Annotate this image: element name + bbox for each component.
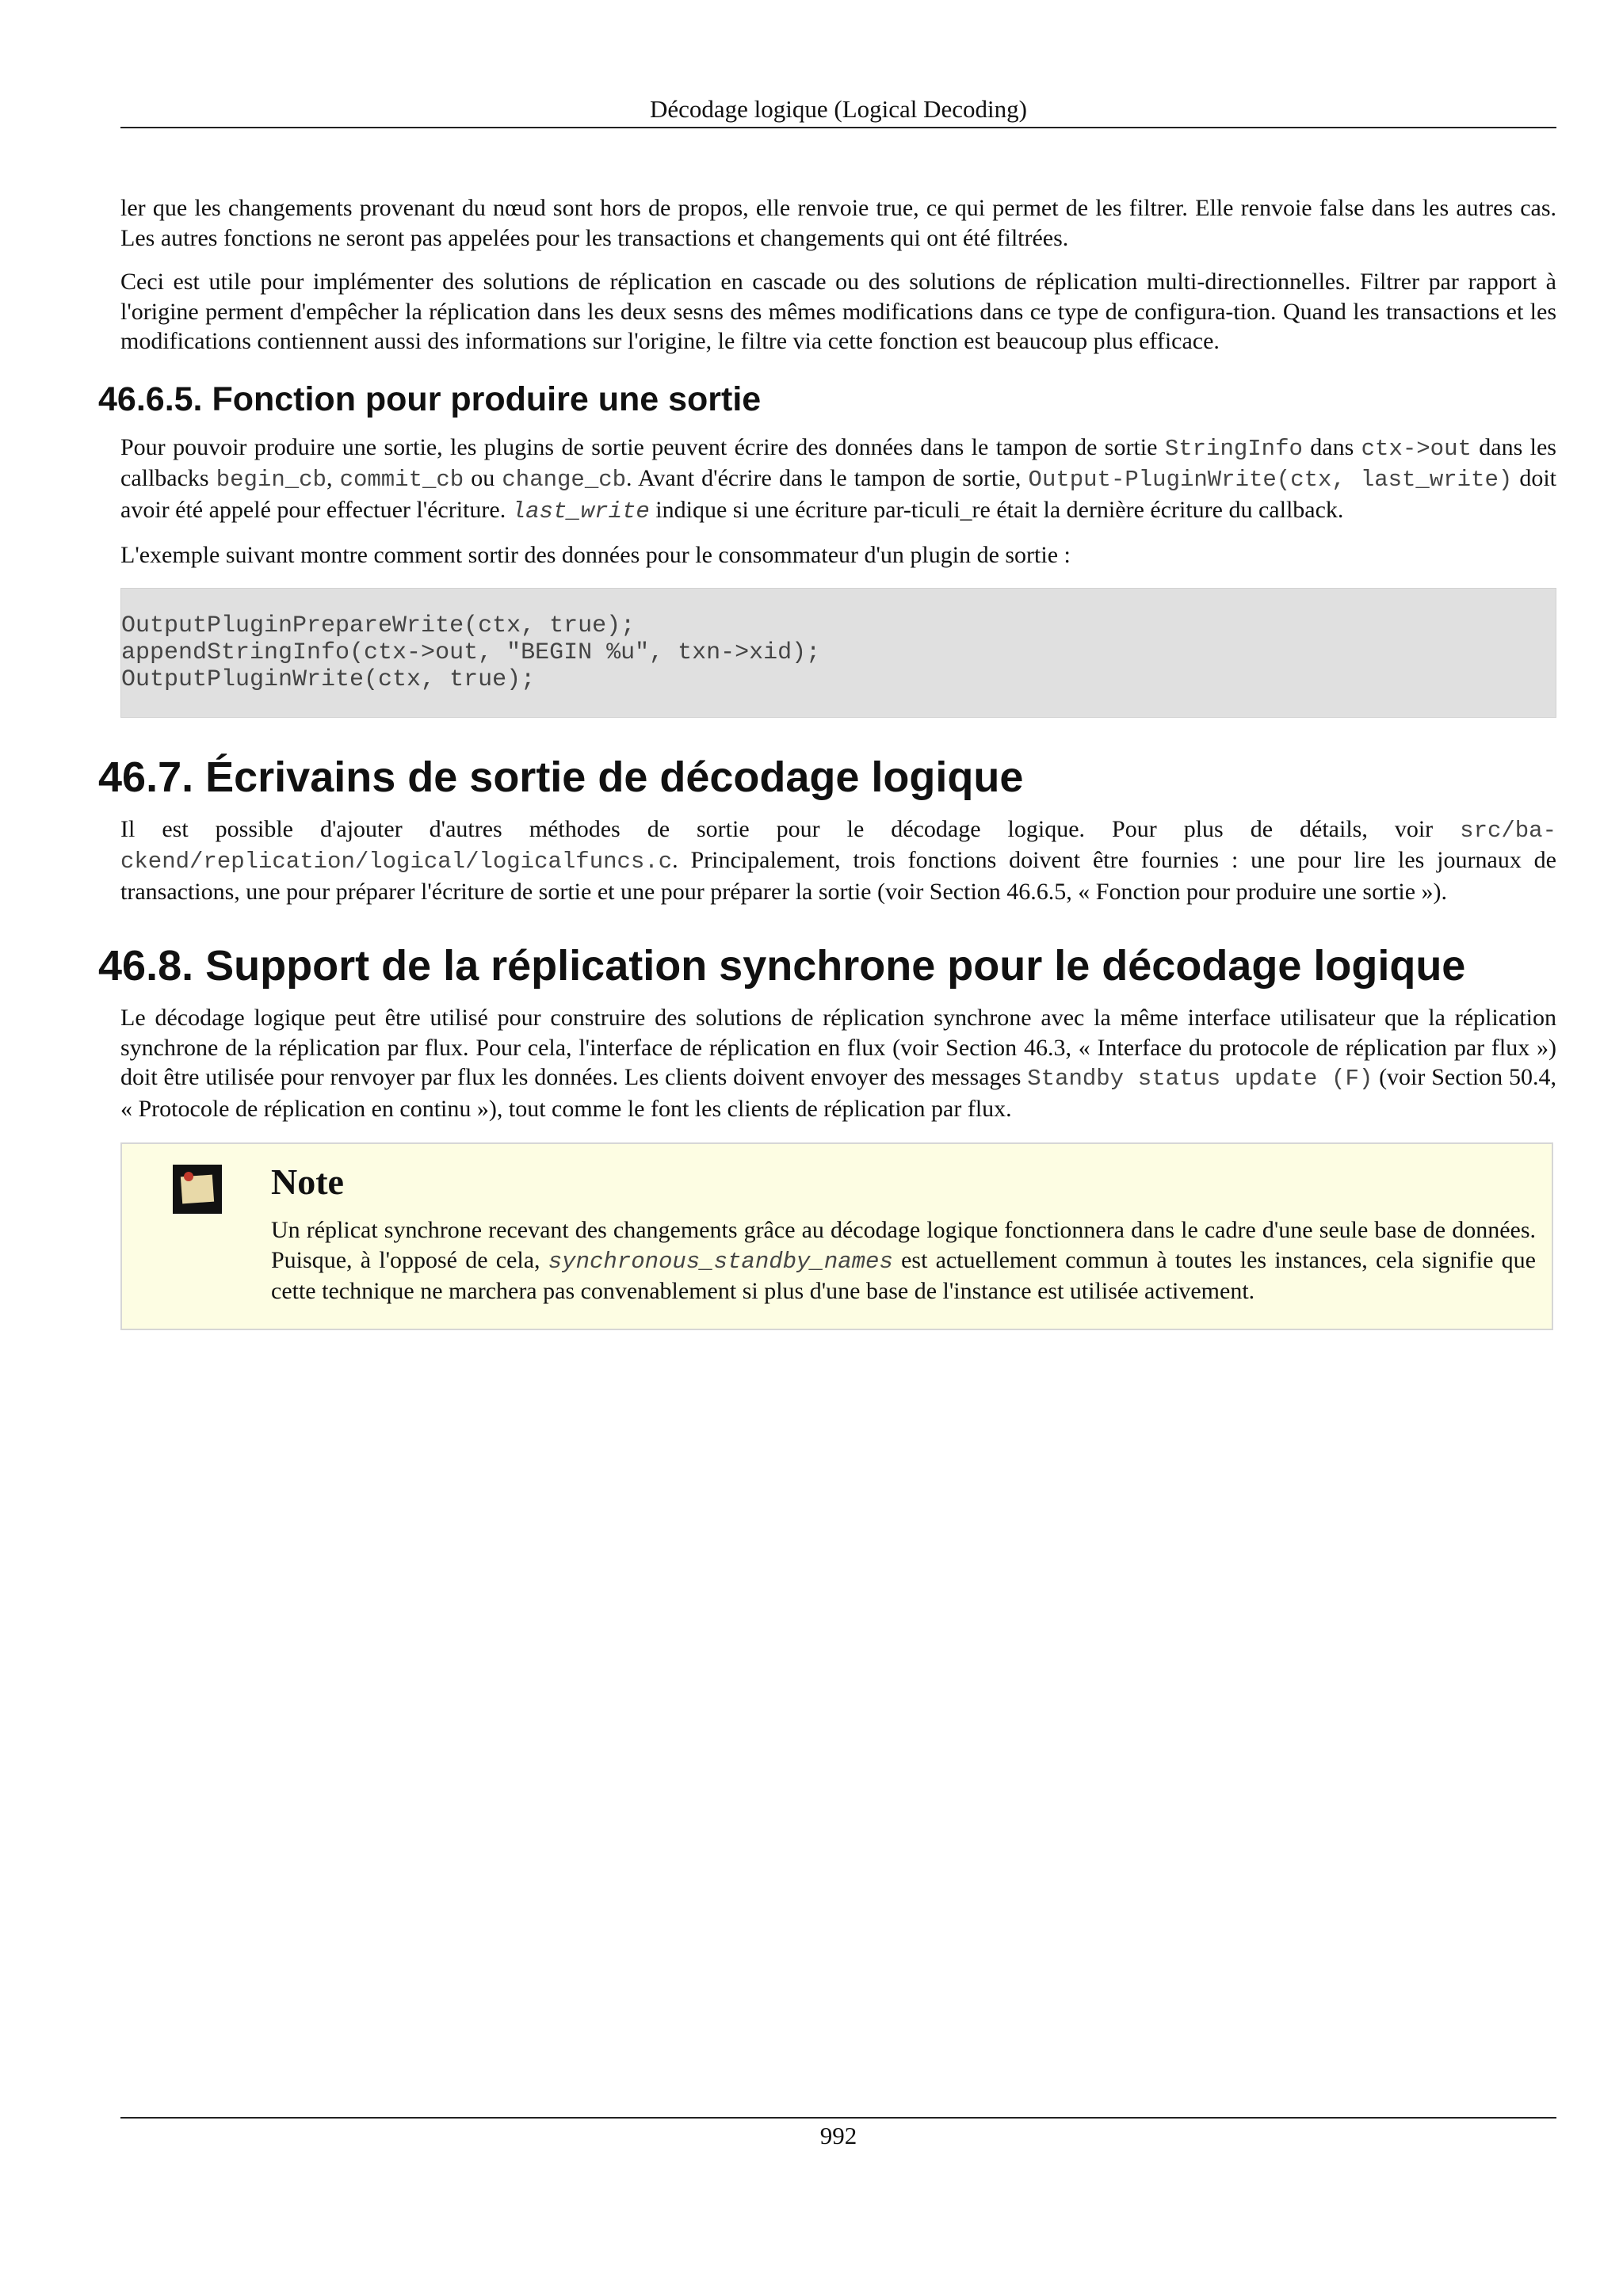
text-run: (voir Section 50.4, « Protocole de réplication en continu »), tout comme le font les clients de réplication par flux. xyxy=(120,1064,1556,1122)
text-run: dans xyxy=(1302,433,1361,460)
text-run: ou xyxy=(464,465,502,491)
section-46-8-paragraph xyxy=(120,1003,1556,1123)
note-paragraph xyxy=(271,1215,1536,1306)
section-heading-46-7: 46.7. Écrivains de sortie de décodage logique xyxy=(98,753,1024,801)
text-run: Un réplicat synchrone recevant des changements grâce au décodage logique fonctionnera dans le cadre d'une seule base de données. Puisque, à l'opposé de cela, xyxy=(271,1217,1536,1273)
code-synchronous-standby-names: synchronous_standby_names xyxy=(548,1248,893,1275)
text-run: indique si une écriture par-ticuli_re était la dernière écriture du callback. xyxy=(649,496,1344,523)
running-header: Décodage logique (Logical Decoding) xyxy=(649,95,1027,123)
code-ctx-out: ctx->out xyxy=(1361,435,1472,462)
code-example: OutputPluginPrepareWrite(ctx, true); appendStringInfo(ctx->out, "BEGIN %u", txn->xid); OutputPluginWrite(ctx, true); xyxy=(121,612,821,693)
text-run: doit avoir été appelé pour effectuer l'écriture. xyxy=(120,465,1557,523)
text-run: , xyxy=(326,465,340,491)
section-heading-46-8: 46.8. Support de la réplication synchrone pour le décodage logique xyxy=(98,942,1466,990)
text-run: . Avant d'écrire dans le tampon de sortie, xyxy=(626,465,1029,491)
code-commit-cb: commit_cb xyxy=(339,467,464,493)
code-outputpluginwrite: Output-PluginWrite(ctx, last_write) xyxy=(1028,467,1513,493)
text-run: . Principalement, trois fonctions doivent être fournies : une pour lire les journaux de transactions, une pour préparer l'écriture de sortie et une pour préparer la sortie (voir Section 46.6.5, « Fonction pour produire une sortie »). xyxy=(120,847,1556,905)
text-run: est actuellement commun à toutes les instances, cela signifie que cette technique ne marchera pas convenablement si plus d'une base de l'instance est utilisée activement. xyxy=(271,1246,1536,1304)
code-begin-cb: begin_cb xyxy=(216,467,327,493)
header-rule xyxy=(120,127,1556,128)
code-change-cb: change_cb xyxy=(502,467,627,493)
section-46-7-paragraph xyxy=(120,814,1556,907)
text-run: Le décodage logique peut être utilisé pour construire des solutions de réplication synchrone avec la même interface utilisateur que la réplication synchrone de la réplication par flux. Pour cela, l'interface de réplication en flux (voir Section 46.3, « Interface du protocole de réplication par flux ») doit être utilisée pour renvoyer par flux les données. Les clients doivent envoyer des messages xyxy=(120,1005,1556,1090)
pin-icon xyxy=(184,1172,193,1181)
section-46-6-5-paragraph-2: L'exemple suivant montre comment sortir des données pour le consommateur d'un plugin de sortie : xyxy=(120,542,1071,568)
note-box xyxy=(120,1142,1553,1330)
section-46-6-5-paragraph-1 xyxy=(120,433,1556,527)
code-standby-status-update: Standby status update (F) xyxy=(1027,1066,1373,1092)
code-last-write: last_write xyxy=(511,498,650,524)
code-logicalfuncs-path: src/ba-ckend/replication/logical/logicalfuncs.c xyxy=(120,817,1556,875)
code-example-block xyxy=(120,588,1556,718)
note-icon xyxy=(173,1165,222,1214)
intro-paragraph-1: ler que les changements provenant du nœud sont hors de propos, elle renvoie true, ce qui permet de les filtrer. Elle renvoie false dans les autres cas. Les autres fonctions ne seront pas appelées pour les transactions et changements qui ont été filtrées. xyxy=(120,195,1556,251)
intro-paragraph-2: Ceci est utile pour implémenter des solutions de réplication en cascade ou des solutions de réplication multi-directionnelles. Filtrer par rapport à l'origine perment d'empêcher la réplication dans les deux sesns des mêmes modifications dans ce type de configura-tion. Quand les transactions et les modifications contiennent aussi des informations sur l'origine, le filtre via cette fonction est beaucoup plus efficace. xyxy=(120,269,1556,354)
text-run: Il est possible d'ajouter d'autres méthodes de sortie pour le décodage logique. Pour plus de détails, voir xyxy=(120,815,1461,842)
footer-rule xyxy=(120,2117,1556,2119)
note-title: Note xyxy=(271,1161,344,1202)
text-run: Pour pouvoir produire une sortie, les plugins de sortie peuvent écrire des données dans le tampon de sortie xyxy=(120,433,1165,460)
page-content xyxy=(98,193,1557,1330)
page-number: 992 xyxy=(819,2122,857,2149)
code-stringinfo: StringInfo xyxy=(1164,435,1303,462)
section-heading-46-6-5: 46.6.5. Fonction pour produire une sortie xyxy=(98,379,762,418)
text-run: dans les callbacks xyxy=(120,433,1556,491)
